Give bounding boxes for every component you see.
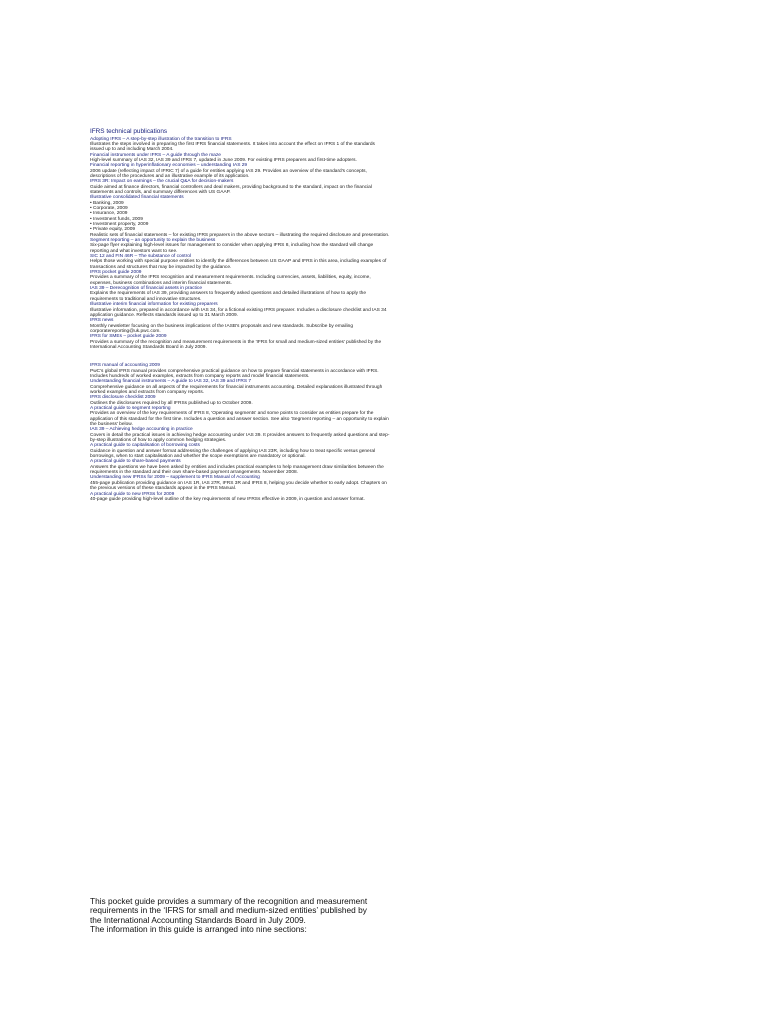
publication-description: Provides a summary of the IFRS recognition and measurement requirements. Including currencies, assets, liabilities, equity, income, expenses, business combinations and interim financial statements. xyxy=(90,275,372,286)
publication-description: Provides an overview of the key requirements of IFRS 8, 'Operating segments' and some points to consider as entities prepare for the application of this standard for the first time. Includes a question and answer section. See also 'Segment reporting – an opportunity to explain the business' below. xyxy=(90,411,391,428)
publication-list xyxy=(90,137,390,351)
section-intro: PwC's global IFRS manual provides comprehensive practical guidance on how to prepare financial statements in accordance with IFRS. Includes hundreds of worked examples, extracts from company reports and model financial statements. xyxy=(90,368,380,379)
publication-description: Guidance in question and answer format addressing the challenges of applying IAS 23R, including how to treat specific versus general borrowings, when to start capitalisation and whether the scope exemptions are mandatory or optional. xyxy=(90,448,377,460)
summary-line: the International Accounting Standards Board in July 2009. xyxy=(90,914,306,925)
publication-title-link[interactable]: IFRS news xyxy=(90,318,114,324)
publication-title-link[interactable]: A practical guide to capitalisation of borrowing costs xyxy=(90,443,200,449)
publication-title-link[interactable]: A practical guide to new IFRSs for 2009 xyxy=(90,491,175,497)
publication-description: 40-page guide providing high-level outline of the key requirements of new IFRSs effective in 2009, in question and answer format. xyxy=(90,496,365,502)
publication-title-link[interactable]: A practical guide to share-based payments xyxy=(90,459,181,465)
summary-line: This pocket guide provides a summary of the recognition and measurement xyxy=(90,896,368,906)
publications-column xyxy=(90,128,390,502)
publication-title-link[interactable]: A practical guide to segment reporting xyxy=(90,406,171,411)
summary-paragraph xyxy=(90,897,390,935)
publication-description: Provides a summary of the recognition and measurement requirements in the 'IFRS for small and medium-sized entities' published by the International Accounting Standards Board in July 2009. xyxy=(90,339,383,350)
publication-description: Covers in detail the practical issues in achieving hedge accounting under IAS 39. It provides answers to frequently asked questions and step-by-step illustrations of how to apply common hedging strategies. xyxy=(90,432,390,444)
publication-description: 2006 update (reflecting impact of IFRIC 7) of a guide for entities applying IAS 29. Provides an overview of the standard's concepts, descriptions of the procedures and an illustrative example of its application. xyxy=(90,168,369,179)
publication-description: Guide aimed at finance directors, financial controllers and deal makers, providing background to the standard, impact on the financial statements and controls, and summary differences with US GAAP. xyxy=(90,184,374,195)
section-heading: IFRS manual of accounting 2009 xyxy=(90,363,160,369)
publication-description: High-level summary of IAS 32, IAS 39 and IFRS 7, updated in June 2009. For existing IFRS preparers and first-time adopters. xyxy=(90,157,357,163)
publication-title-link[interactable]: IFRS disclosure checklist 2009 xyxy=(90,395,156,401)
publication-description: • Banking, 2009 • Corporate, 2009 • Insurance, 2009 • Investment funds, 2009 • Investment property, 2009 • Private equity, 2009 Realistic sets of financial statements – for existing IFRS preparers in the above sectors – illustrating the required disclosure and presentation. xyxy=(90,200,390,238)
publication-title-link[interactable]: Adopting IFRS – A step-by-step illustration of the transition to IFRS xyxy=(90,136,232,142)
publication-description: Six-page flyer explaining high-level issues for management to consider when applying IFRS 8, including how the standard will change reporting and what investors want to see. xyxy=(90,243,375,254)
publication-title-link[interactable]: IAS 39 – Achieving hedge accounting in practice xyxy=(90,427,193,433)
publication-title-link[interactable]: IFRS for SMEs – pocket guide 2009 xyxy=(90,334,167,340)
publication-description: Illustrative information, prepared in accordance with IAS 34, for a fictional existing IFRS preparer. Includes a disclosure checklist and IAS 34 application guidance. Reflects standards issued up to 31 March 2009. xyxy=(90,307,388,318)
section-heading: IFRS technical publications xyxy=(90,128,168,135)
publication-title-link[interactable]: IFRS 3R: Impact on earnings – the crucial Q&A for decision-makers xyxy=(90,179,234,185)
publication-title-link[interactable]: Financial instruments under IFRS – A guide through the maze xyxy=(90,152,221,158)
publication-description: Outlines the disclosures required by all IFRSs published up to October 2009. xyxy=(90,400,253,406)
publication-description: Explains the requirements of IAS 39, providing answers to frequently asked questions and detailed illustrations of how to apply the requirements to traditional and innovative structures. xyxy=(90,291,368,302)
publication-title-link[interactable]: Financial reporting in hyperinflationary economies – understanding IAS 29 xyxy=(90,163,248,169)
publication-description: Monthly newsletter focusing on the business implications of the IASB's proposals and new standards. Subscribe by emailing corporatereporting@uk.pwc.com. xyxy=(90,323,355,334)
publication-title-link[interactable]: Illustrative interim financial information for existing preparers xyxy=(90,302,218,308)
publication-title-link[interactable]: IFRS pocket guide 2009 xyxy=(90,270,142,276)
publication-list xyxy=(90,379,390,502)
publication-description: 455-page publication providing guidance on IAS 1R, IAS 27R, IFRS 3R and IFRS 8, helping you decide whether to early adopt. Chapters on the previous versions of these standards appear in the IFRS Manual. xyxy=(90,480,389,492)
publication-description: Helps those working with special purpose entities to identify the differences between US GAAP and IFRS in this area, including examples of transactions and structures that may be impacted by the guidance. xyxy=(90,259,388,270)
publication-title-link[interactable]: IAS 39 – Derecognition of financial assets in practice xyxy=(90,286,202,292)
publication-description: Illustrates the steps involved in preparing the first IFRS financial statements. It takes into account the effect on IFRS 1 of the standards issued up to and including March 2004. xyxy=(90,141,377,153)
publication-description: Comprehensive guidance on all aspects of the requirements for financial instruments accounting. Detailed explanations illustrated through worked examples and extracts from company reports. xyxy=(90,384,384,395)
summary-line: requirements in the ‘IFRS for small and medium-sized entities’ published by xyxy=(90,905,367,916)
summary-line: The information in this guide is arranged into nine sections: xyxy=(90,924,307,935)
publication-title-link[interactable]: Illustrative consolidated financial statements xyxy=(90,195,184,201)
publication-description: Answers the questions we have been asked by entities and includes practical examples to help management draw similarities between the requirements in the standard and their own share-based payment arrangements. November 2008. xyxy=(90,464,386,476)
publication-title-link[interactable]: Understanding financial instruments – A guide to IAS 32, IAS 39 and IFRS 7 xyxy=(90,379,252,385)
publication-title-link[interactable]: Understanding new IFRSs for 2009 – supplement to IFRS Manual of Accounting xyxy=(90,475,260,481)
publication-title-link[interactable]: Segment reporting – an opportunity to explain the business xyxy=(90,238,216,244)
publication-title-link[interactable]: SIC 12 and FIN 46R – The substance of control xyxy=(90,254,191,260)
